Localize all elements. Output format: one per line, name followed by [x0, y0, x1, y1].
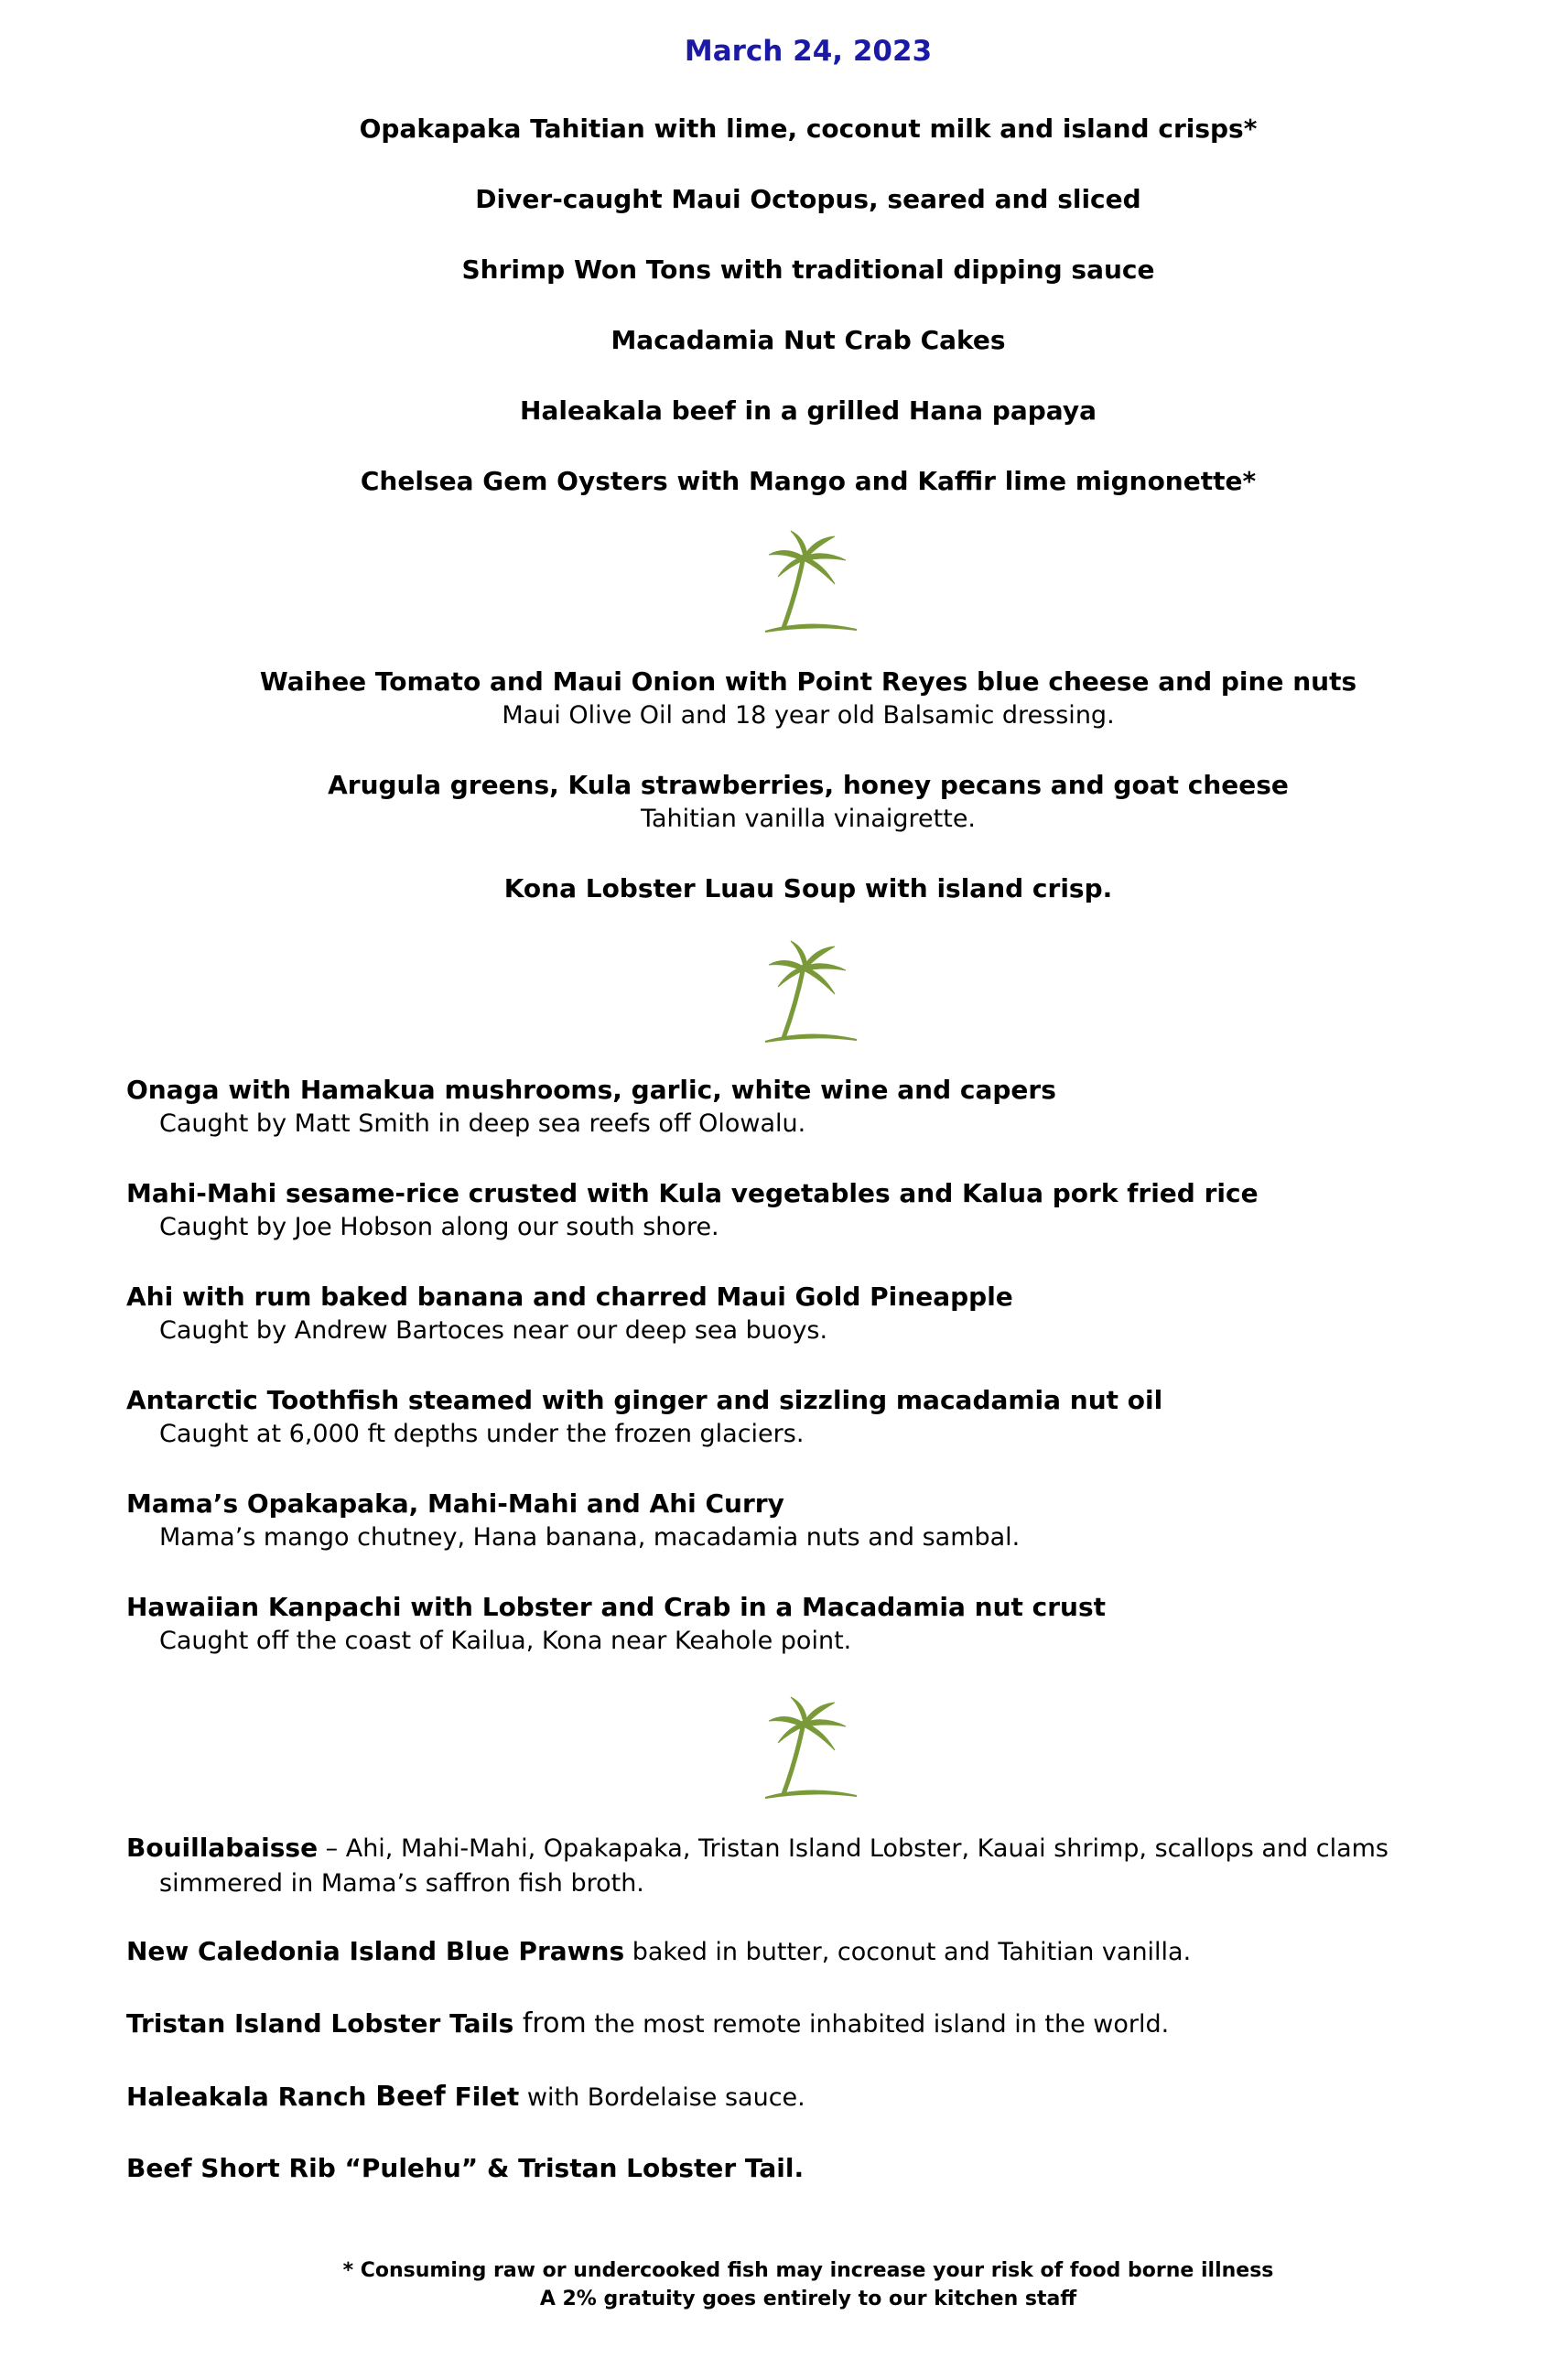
main-lobster [126, 2007, 1499, 2042]
fish-item [126, 1073, 1499, 1141]
appetizer-4: Macadamia Nut Crab Cakes [611, 325, 1006, 355]
fish-item [126, 1176, 1499, 1244]
salad-title: Arugula greens, Kula strawberries, honey pecans and goat cheese [328, 770, 1289, 800]
palm-tree-icon [758, 529, 859, 639]
fish-item [126, 1487, 1499, 1554]
fish-desc: Caught by Matt Smith in deep sea reefs off Olowalu. [159, 1109, 806, 1138]
main-title-c: Filet [445, 2082, 520, 2112]
footer-gratuity: A 2% gratuity goes entirely to our kitchen staff [539, 2288, 1077, 2310]
appetizer-1: Opakapaka Tahitian with lime, coconut milk and island crisps* [359, 114, 1258, 144]
main-prawns [126, 1934, 1499, 1970]
fish-desc: Caught at 6,000 ft depths under the frozen glaciers. [159, 1420, 805, 1448]
appetizer-2: Diver-caught Maui Octopus, seared and sliced [475, 184, 1141, 214]
main-bouillabaisse [126, 1831, 1499, 1901]
main-desc: baked in butter, coconut and Tahitian vanilla. [624, 1938, 1192, 1966]
fish-title: Mama’s Opakapaka, Mahi-Mahi and Ahi Curry [126, 1488, 784, 1519]
appetizer-3: Shrimp Won Tons with traditional dipping sauce [461, 254, 1155, 285]
fish-title: Mahi-Mahi sesame-rice crusted with Kula vegetables and Kalua pork fried rice [126, 1178, 1259, 1208]
appetizer-6: Chelsea Gem Oysters with Mango and Kaffir lime mignonette* [360, 466, 1257, 496]
main-desc: the most remote inhabited island in the world. [586, 2010, 1170, 2039]
main-desc: with Bordelaise sauce. [519, 2083, 805, 2112]
salad-desc: Tahitian vanilla vinaigrette. [640, 805, 977, 833]
fish-desc: Mama’s mango chutney, Hana banana, macadamia nuts and sambal. [159, 1523, 1021, 1552]
soup-title: Kona Lobster Luau Soup with island crisp. [503, 873, 1113, 903]
salad-item [0, 665, 1556, 732]
fish-item [126, 1280, 1499, 1347]
palm-tree-icon [758, 1695, 859, 1805]
main-title: Tristan Island Lobster Tails [126, 2008, 514, 2039]
menu-date: March 24, 2023 [684, 35, 933, 68]
main-title-a: Haleakala Ranch [126, 2082, 376, 2112]
palm-tree-icon [758, 939, 859, 1049]
main-title: New Caledonia Island Blue Prawns [126, 1936, 625, 1966]
main-title: Beef Short Rib “Pulehu” & Tristan Lobster Tail. [126, 2153, 805, 2183]
fish-title: Ahi with rum baked banana and charred Maui Gold Pineapple [126, 1282, 1013, 1312]
fish-desc: Caught by Andrew Bartoces near our deep sea buoys. [159, 1316, 828, 1345]
main-beef [126, 2080, 1499, 2115]
main-title-b: Beef [375, 2081, 446, 2113]
salad-item [0, 768, 1556, 836]
main-shortrib [126, 2151, 1499, 2187]
fish-desc: Caught off the coast of Kailua, Kona near Keahole point. [159, 1627, 852, 1655]
fish-item [126, 1383, 1499, 1451]
main-title: Bouillabaisse [126, 1833, 319, 1863]
fish-title: Antarctic Toothfish steamed with ginger and sizzling macadamia nut oil [126, 1385, 1163, 1415]
fish-title: Onaga with Hamakua mushrooms, garlic, white wine and capers [126, 1075, 1056, 1105]
fish-title: Hawaiian Kanpachi with Lobster and Crab in a Macadamia nut crust [126, 1592, 1107, 1622]
main-desc-cont: simmered in Mama’s saffron fish broth. [159, 1869, 644, 1898]
fish-desc: Caught by Joe Hobson along our south shore. [159, 1213, 719, 1241]
footer-warning: * Consuming raw or undercooked fish may increase your risk of food borne illness [342, 2259, 1274, 2282]
salad-title: Waihee Tomato and Maui Onion with Point Reyes blue cheese and pine nuts [259, 666, 1357, 697]
main-desc: – Ahi, Mahi-Mahi, Opakapaka, Tristan Island Lobster, Kauai shrimp, scallops and clams [318, 1834, 1389, 1863]
salad-desc: Maui Olive Oil and 18 year old Balsamic dressing. [502, 701, 1115, 730]
fish-item [126, 1590, 1499, 1658]
appetizer-5: Haleakala beef in a grilled Hana papaya [520, 395, 1097, 426]
main-from: from [513, 2007, 587, 2039]
